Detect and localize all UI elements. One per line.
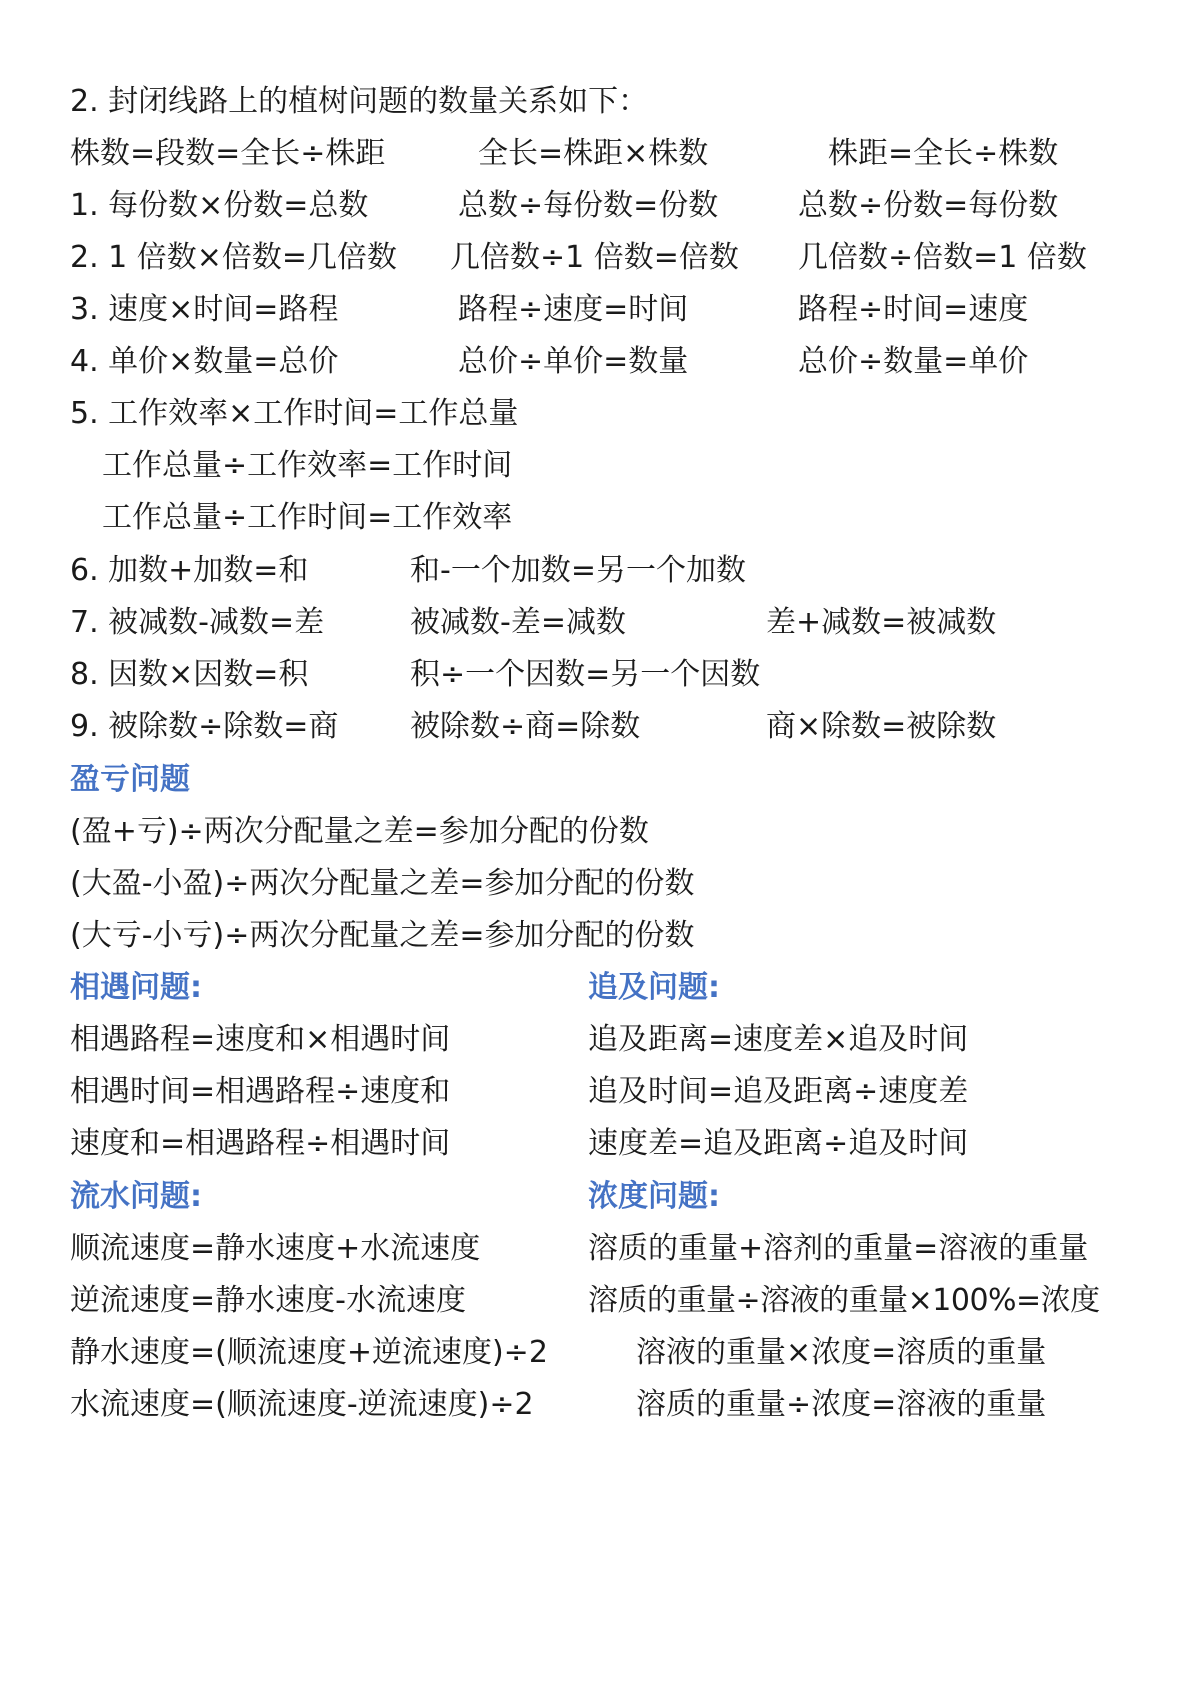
flow-line-4: 水流速度=(顺流速度-逆流速度)÷2 — [70, 1387, 534, 1422]
work-line-1: 5. 工作效率×工作时间=工作总量 — [70, 396, 519, 431]
arith-9-c: 商×除数=被除数 — [766, 709, 997, 744]
profit-loss-heading: 盈亏问题 — [70, 762, 190, 797]
chase-line-2: 追及时间=追及距离÷速度差 — [588, 1074, 969, 1109]
tree-formula-3: 株距=全长÷株数 — [828, 136, 1059, 171]
tree-formula-1: 株数=段数=全长÷株距 — [70, 136, 386, 171]
tree-planting-title: 2. 封闭线路上的植树问题的数量关系如下： — [70, 84, 649, 119]
basic-1-b: 总数÷每份数=份数 — [458, 188, 719, 223]
profit-loss-line-2: (大盈-小盈)÷两次分配量之差=参加分配的份数 — [70, 866, 695, 901]
meeting-line-2: 相遇时间=相遇路程÷速度和 — [70, 1074, 451, 1109]
arith-9-b: 被除数÷商=除数 — [410, 709, 641, 744]
flow-line-2: 逆流速度=静水速度-水流速度 — [70, 1283, 466, 1318]
flow-line-1: 顺流速度=静水速度+水流速度 — [70, 1231, 481, 1266]
meeting-line-3: 速度和=相遇路程÷相遇时间 — [70, 1126, 451, 1161]
basic-3-a: 3. 速度×时间=路程 — [70, 292, 339, 327]
chase-heading: 追及问题: — [588, 970, 720, 1005]
concentration-line-3: 溶液的重量×浓度=溶质的重量 — [636, 1335, 1047, 1370]
profit-loss-line-1: (盈+亏)÷两次分配量之差=参加分配的份数 — [70, 814, 649, 849]
flow-line-3: 静水速度=(顺流速度+逆流速度)÷2 — [70, 1335, 548, 1370]
arith-7-b: 被减数-差=减数 — [410, 605, 626, 640]
concentration-line-4: 溶质的重量÷浓度=溶液的重量 — [636, 1387, 1047, 1422]
arith-7-a: 7. 被减数-减数=差 — [70, 605, 325, 640]
basic-2-a: 2. 1 倍数×倍数=几倍数 — [70, 240, 398, 275]
basic-3-c: 路程÷时间=速度 — [798, 292, 1029, 327]
basic-1-c: 总数÷份数=每份数 — [798, 188, 1059, 223]
arith-8-b: 积÷一个因数=另一个因数 — [410, 657, 761, 692]
chase-line-1: 追及距离=速度差×追及时间 — [588, 1022, 969, 1057]
basic-2-c: 几倍数÷倍数=1 倍数 — [798, 240, 1087, 275]
basic-2-b: 几倍数÷1 倍数=倍数 — [450, 240, 739, 275]
arith-6-a: 6. 加数+加数=和 — [70, 553, 309, 588]
meeting-heading: 相遇问题: — [70, 970, 202, 1005]
work-line-2: 工作总量÷工作效率=工作时间 — [102, 448, 513, 483]
arith-8-a: 8. 因数×因数=积 — [70, 657, 309, 692]
basic-3-b: 路程÷速度=时间 — [458, 292, 689, 327]
basic-1-a: 1. 每份数×份数=总数 — [70, 188, 369, 223]
meeting-line-1: 相遇路程=速度和×相遇时间 — [70, 1022, 451, 1057]
arith-7-c: 差+减数=被减数 — [766, 605, 997, 640]
basic-4-b: 总价÷单价=数量 — [458, 344, 689, 379]
basic-4-a: 4. 单价×数量=总价 — [70, 344, 339, 379]
arith-6-b: 和-一个加数=另一个加数 — [410, 553, 746, 588]
chase-line-3: 速度差=追及距离÷追及时间 — [588, 1126, 969, 1161]
flow-heading: 流水问题: — [70, 1179, 202, 1214]
arith-9-a: 9. 被除数÷除数=商 — [70, 709, 339, 744]
tree-formula-2: 全长=株距×株数 — [478, 136, 709, 171]
concentration-heading: 浓度问题: — [588, 1179, 720, 1214]
work-line-3: 工作总量÷工作时间=工作效率 — [102, 500, 513, 535]
basic-4-c: 总价÷数量=单价 — [798, 344, 1029, 379]
concentration-line-1: 溶质的重量+溶剂的重量=溶液的重量 — [588, 1231, 1089, 1266]
profit-loss-line-3: (大亏-小亏)÷两次分配量之差=参加分配的份数 — [70, 918, 695, 953]
concentration-line-2: 溶质的重量÷溶液的重量×100%=浓度 — [588, 1283, 1100, 1318]
